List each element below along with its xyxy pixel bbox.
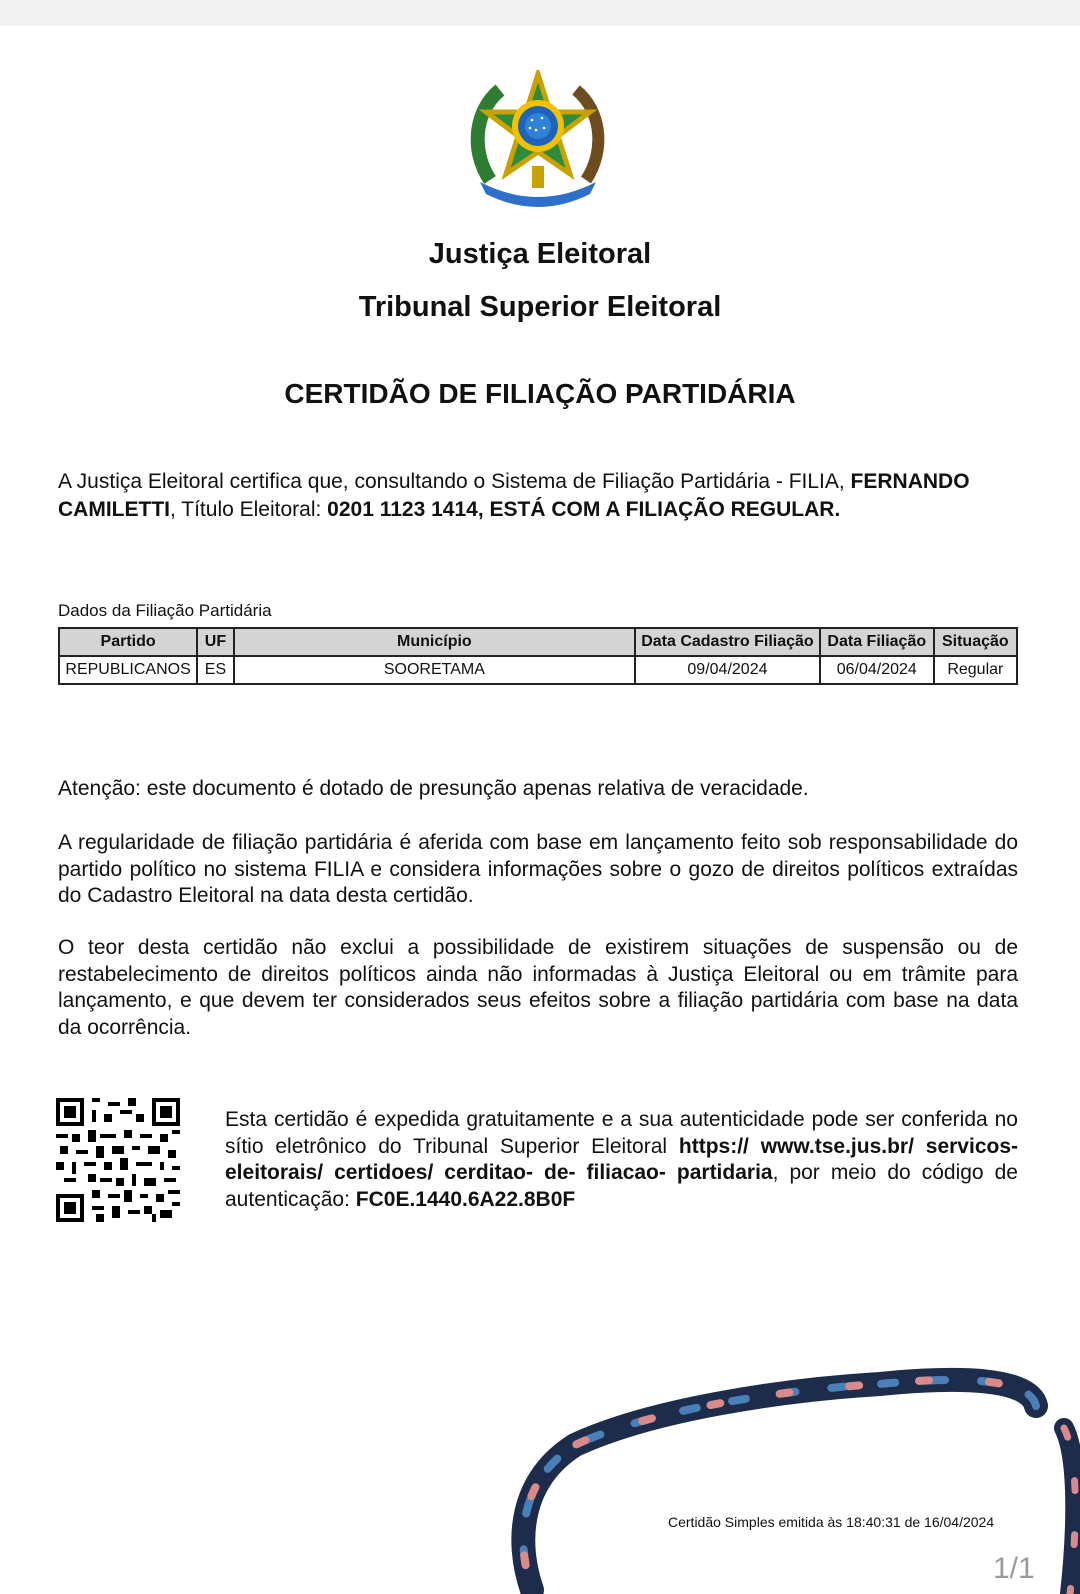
content-paragraph: O teor desta certidão não exclui a possibilidade de existirem situações de suspensão ou de restabelecimento de direitos políticos ainda não informadas à Justiça Eleitoral ou em trâmite para lançamento, e que devem ter considerados seus efeitos sobre a filiação partidária com base na data da ocorrência.	[58, 936, 1018, 1039]
qr-code-icon	[56, 1098, 180, 1222]
auth-text-2: , por meio do código de autenticação:	[225, 1161, 1018, 1211]
intro-text-2: , Título Eleitoral:	[169, 498, 328, 521]
filiation-table	[58, 627, 1018, 685]
regularity-paragraph: A regularidade de filiação partidária é aferida com base em lançamento feito sob responsabilidade do partido político no sistema FILIA e considera informações sobre o gozo de direitos políticos extraídas do Cadastro Eleitoral na data desta certidão.	[58, 831, 1018, 907]
table-header-row	[59, 628, 1017, 656]
issued-timestamp: Certidão Simples emitida às 18:40:31 de 16/04/2024	[668, 1514, 995, 1530]
authentication-code: FC0E.1440.6A22.8B0F	[355, 1187, 576, 1211]
cell-data-filiacao: 06/04/2024	[820, 656, 934, 684]
filiation-status: , ESTÁ COM A FILIAÇÃO REGULAR.	[477, 498, 841, 521]
header-uf: UF	[197, 628, 234, 656]
brazil-coat-of-arms-icon	[470, 70, 606, 210]
table-caption: Dados da Filiação Partidária	[58, 601, 272, 620]
cell-uf: ES	[197, 656, 234, 684]
cell-partido: REPUBLICANOS	[59, 656, 197, 684]
header-data-cadastro: Data Cadastro Filiação	[635, 628, 820, 656]
cell-situacao: Regular	[934, 656, 1017, 684]
header-data-filiacao: Data Filiação	[820, 628, 934, 656]
header-partido: Partido	[59, 628, 197, 656]
intro-text: A Justiça Eleitoral certifica que, consultando o Sistema de Filiação Partidária - FILIA,	[58, 470, 851, 493]
table-row	[59, 656, 1017, 684]
cell-data-cadastro: 09/04/2024	[635, 656, 820, 684]
document-title: CERTIDÃO DE FILIAÇÃO PARTIDÁRIA	[284, 378, 796, 409]
verification-url[interactable]: https:// www.tse.jus.br/ servicos- eleitorais/ certidoes/ cerditao- de- filiacao- partidaria	[225, 1134, 1018, 1184]
page-indicator: 1/1	[993, 1552, 1035, 1585]
attention-paragraph: Atenção: este documento é dotado de presunção apenas relativa de veracidade.	[58, 777, 809, 800]
voter-name: FERNANDO CAMILETTI	[58, 470, 970, 521]
certification-statement	[58, 468, 1018, 524]
authentication-text	[225, 1107, 1018, 1213]
header-municipio: Município	[234, 628, 635, 656]
institution-name: Justiça Eleitoral	[428, 238, 652, 270]
auth-text: Esta certidão é expedida gratuitamente e a sua autenticidade pode ser conferida no sítio eletrônico do Tribunal Superior Eleitoral	[225, 1108, 1018, 1158]
header-situacao: Situação	[934, 628, 1017, 656]
court-name: Tribunal Superior Eleitoral	[358, 291, 722, 323]
cell-municipio: SOORETAMA	[234, 656, 635, 684]
voter-title-number: 0201 1123 1414	[327, 498, 478, 521]
